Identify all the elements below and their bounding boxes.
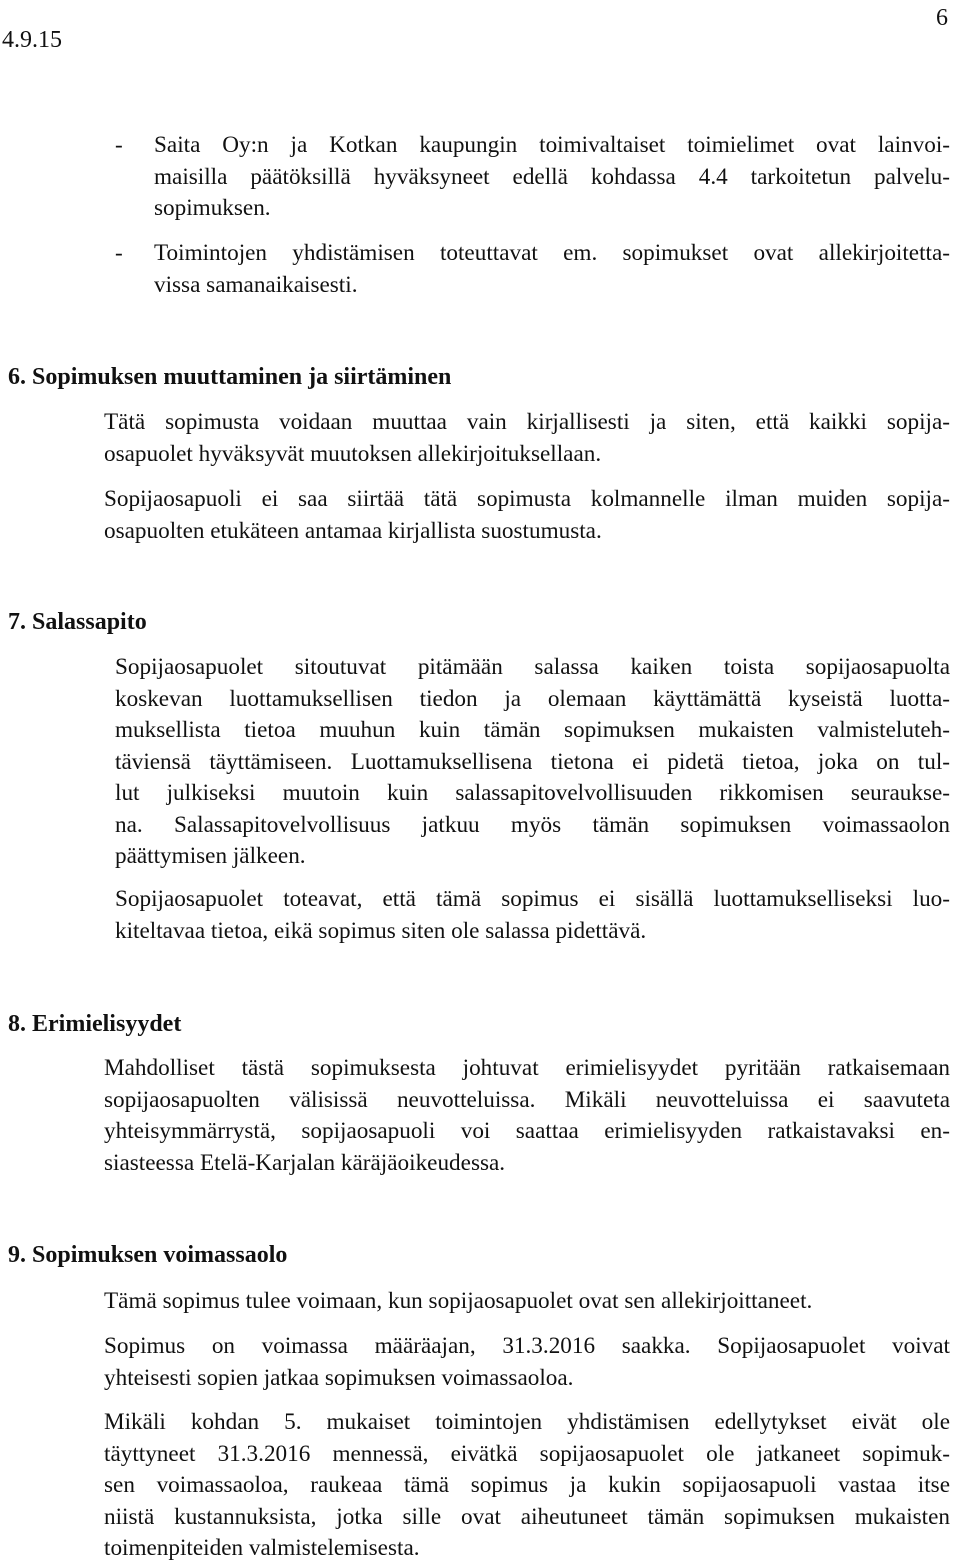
- section-heading: 8. Erimielisyydet: [8, 1011, 182, 1037]
- bullet-item: Saita Oy:n ja Kotkan kaupungin toimivaltaiset toimielimet ovat lainvoi- maisilla päätöksillä hyväksyneet edellä kohdassa 4.4 tarkoitetun palvelu- sopimuksen.: [154, 132, 950, 221]
- section-heading: 6. Sopimuksen muuttaminen ja siirtäminen: [8, 364, 452, 390]
- bullet-dash: -: [115, 132, 123, 158]
- section-paragraph: Sopijaosapuolet sitoutuvat pitämään salassa kaiken toista sopijaosapuolta koskevan luottamuksellisen tiedon ja olemaan käyttämättä kyseistä luotta- muksellista tietoa muuhun kuin tämän sopimuksen mukaisten valmisteluteh- täviensä täyttämiseen. Luottamuksellisena tietona ei pidetä tietoa, joka on tul- lut julkiseksi muutoin kuin salassapitovelvollisuuden rikkomisen seuraukse- na. Salassapitovelvollisuus jatkuu myös tämän sopimuksen voimassaolon päättymisen jälkeen.: [115, 654, 950, 869]
- bullet-item: Toimintojen yhdistämisen toteuttavat em. sopimukset ovat allekirjoitetta- vissa samanaikaisesti.: [154, 240, 950, 298]
- section-paragraph: Mikäli kohdan 5. mukaiset toimintojen yhdistämisen edellytykset eivät ole täyttyneet 31.3.2016 mennessä, eivätkä sopijaosapuolet ole jatkaneet sopimuk- sen voimassaoloa, raukeaa tämä sopimus ja kukin sopijaosapuoli vastaa itse niistä kustannuksista, jotka sille ovat aiheutuneet tämän sopimuksen mukaisten toimenpiteiden valmistelemisesta.: [104, 1409, 950, 1561]
- section-paragraph: Sopimus on voimassa määräajan, 31.3.2016 saakka. Sopijaosapuolet voivat yhteisesti sopien jatkaa sopimuksen voimassaoloa.: [104, 1333, 950, 1391]
- section-heading: 7. Salassapito: [8, 609, 147, 635]
- section-paragraph: Sopijaosapuolet toteavat, että tämä sopimus ei sisällä luottamukselliseksi luo- kiteltavaa tietoa, eikä sopimus siten ole salassa pidettävä.: [115, 886, 950, 944]
- section-paragraph: Tätä sopimusta voidaan muuttaa vain kirjallisesti ja siten, että kaikki sopija- osapuolet hyväksyvät muutoksen allekirjoituksellaan.: [104, 409, 950, 467]
- header-date: 4.9.15: [2, 27, 62, 53]
- section-paragraph: Sopijaosapuoli ei saa siirtää tätä sopimusta kolmannelle ilman muiden sopija- osapuolten etukäteen antamaa kirjallista suostumusta.: [104, 486, 950, 544]
- section-paragraph: Mahdolliset tästä sopimuksesta johtuvat erimielisyydet pyritään ratkaisemaan sopijaosapuolten välisissä neuvotteluissa. Mikäli neuvotteluissa ei saavuteta yhteisymmärrystä, sopijaosapuoli voi saattaa erimielisyyden ratkaistavaksi en- siasteessa Etelä-Karjalan käräjäoikeudessa.: [104, 1055, 950, 1176]
- bullet-dash: -: [115, 240, 123, 266]
- section-paragraph: Tämä sopimus tulee voimaan, kun sopijaosapuolet ovat sen allekirjoittaneet.: [104, 1288, 813, 1314]
- page-number: 6: [936, 5, 948, 31]
- section-heading: 9. Sopimuksen voimassaolo: [8, 1242, 288, 1268]
